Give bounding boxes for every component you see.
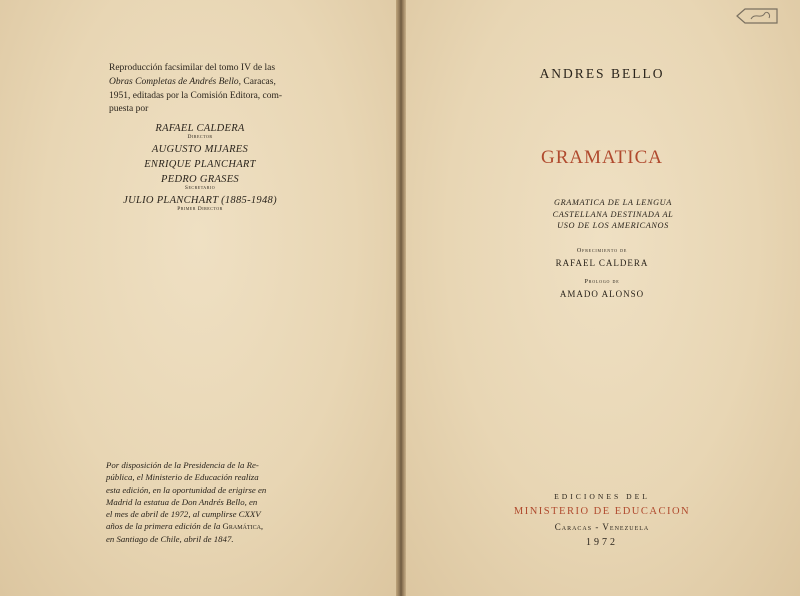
book-subtitle [530,197,696,232]
offer-label: Ofrecimiento de [576,247,628,254]
commission-member [100,194,300,213]
note-line: el mes de abril de 1972, al cumplirse CXXV [106,509,261,520]
note-comma: , [260,521,264,532]
intro-line: 1951, editadas por la Comisión Editora, com- [109,90,283,101]
note-line: Por disposición de la Presidencia de la Re- [106,460,259,470]
commission-member [100,158,300,171]
intro-line: Reproducción facsimilar del tomo IV de las [109,63,276,73]
intro-line: puesta por [109,104,149,115]
intro-line-italic: Obras Completas de Andrés Bello, [109,76,242,87]
note-line: años de la primera edición de la [106,521,223,532]
prologue-label: Prologo de [584,278,620,285]
imprint-year: 1972 [586,537,618,548]
note-line: esta edición, en la oportunidad de erigirse en [106,484,267,495]
subtitle-line: GRAMATICA DE LA LENGUA [554,198,672,207]
commission-member [100,173,300,192]
note-line: pública, el Ministerio de Educación realiza [106,472,259,483]
book-author: ANDRES BELLO [539,66,665,81]
note-line: en Santiago de Chile, abril de 1847. [106,533,234,544]
facsimile-intro [109,62,296,117]
member-name: JULIO PLANCHART (1885-1948) [123,195,277,206]
offer-name: RAFAEL CALDERA [555,258,649,268]
prologue-name: AMADO ALONSO [559,289,645,299]
member-name: RAFAEL CALDERA [155,123,245,134]
imprint-place: Caracas - Venezuela [554,522,650,532]
member-role: Primer Director [177,206,223,212]
imprint-ministry: MINISTERIO DE EDUCACION [513,506,691,517]
library-stamp-mark [733,6,781,26]
note-gramatica: Gramática [222,521,261,532]
member-name: PEDRO GRASES [161,174,239,185]
note-line: Madrid la estatua de Don Andrés Bello, en [106,496,258,507]
intro-line: Caracas, [241,76,276,87]
member-role: Secretario [184,185,216,191]
imprint-publisher-prefix: EDICIONES DEL [554,492,650,501]
subtitle-line: USO DE LOS AMERICANOS [557,221,669,230]
member-role: Director [187,134,213,140]
book-title: GRAMATICA [541,147,663,168]
commission-member [100,143,300,156]
commission-list [100,122,300,215]
commission-member [100,122,300,141]
member-name: AUGUSTO MIJARES [151,144,249,155]
subtitle-line: CASTELLANA DESTINADA AL [552,209,674,219]
member-name: ENRIQUE PLANCHART [144,159,256,170]
edition-note [106,459,292,545]
